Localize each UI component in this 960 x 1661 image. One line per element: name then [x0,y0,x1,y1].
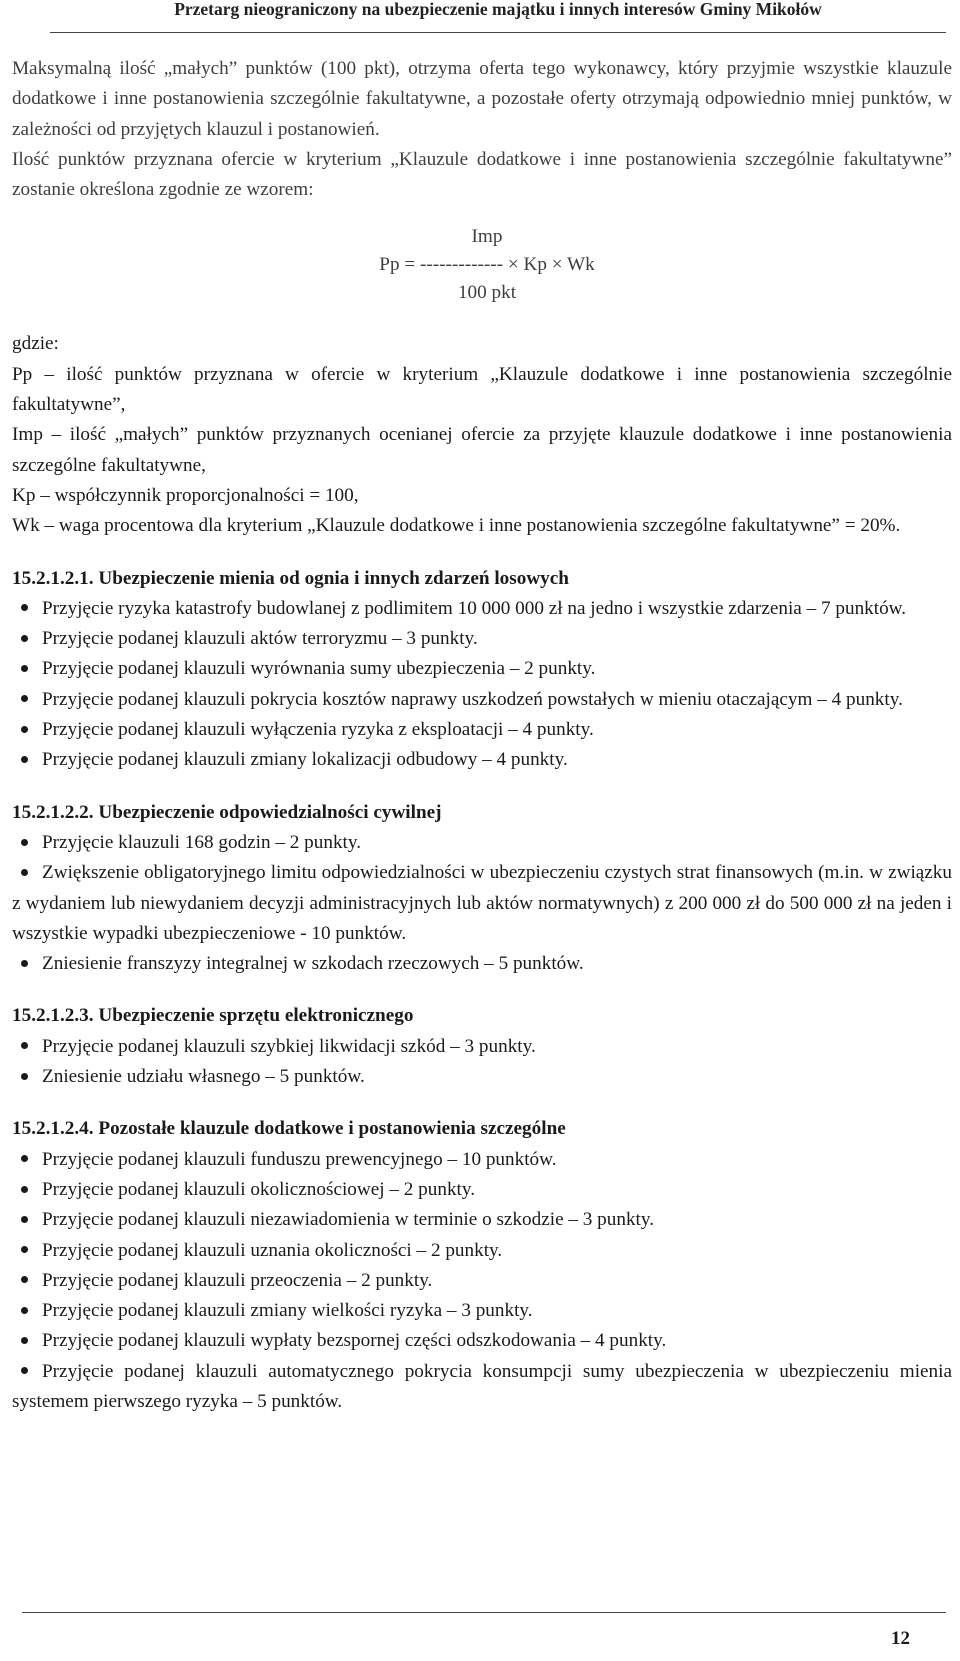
list-item-text: Przyjęcie podanej klauzuli niezawiadomienia w terminie o szkodzie – 3 punkty. [42,1209,655,1231]
section-oc [12,798,952,980]
list-item [12,858,952,949]
list-item-text: Przyjęcie podanej klauzuli wyłączenia ryzyka z eksploatacji – 4 punkty. [42,719,594,741]
list-item [12,1205,952,1235]
list-item [12,1062,952,1092]
bullet-icon [21,869,28,876]
section-items [12,594,952,776]
intro-paragraph-2: Ilość punktów przyznana ofercie w kryterium „Klauzule dodatkowe i inne postanowienia szczególnie fakultatywne” zostanie określona zgodnie ze wzorem: [12,148,952,201]
list-item-text: Przyjęcie podanej klauzuli okolicznościowej – 2 punkty. [42,1178,476,1200]
list-item-text: Przyjęcie podanej klauzuli szybkiej likwidacji szkód – 3 punkty. [42,1035,536,1057]
list-item-text: Przyjęcie ryzyka katastrofy budowlanej z podlimitem 10 000 000 zł na jedno i wszystkie zdarzenia – 7 punktów. [42,597,907,619]
list-item [12,1357,952,1418]
section-pozostale [12,1114,952,1417]
section-title: 15.2.1.2.2. Ubezpieczenie odpowiedzialności cywilnej [12,801,442,823]
header-title: Przetarg nieograniczony na ubezpieczenie majątku i innych interesów Gminy Mikołów [174,0,822,19]
bullet-icon [21,665,28,672]
list-item-text: Przyjęcie podanej klauzuli wyrównania sumy ubezpieczenia – 2 punkty. [42,658,596,680]
section-title: 15.2.1.2.3. Ubezpieczenie sprzętu elektronicznego [12,1005,414,1027]
list-item-text: Przyjęcie podanej klauzuli przeoczenia – 2 punkty. [42,1269,433,1291]
list-item [12,1032,952,1062]
definitions [12,329,952,541]
list-item [12,1326,952,1356]
list-item [12,654,952,684]
page-number: 12 [891,1628,910,1649]
bullet-icon [21,695,28,702]
bullet-icon [21,1246,28,1253]
list-item-text: Zniesienie franszyzy integralnej w szkodach rzeczowych – 5 punktów. [42,953,584,975]
section-items [12,828,952,979]
formula-main: Pp = ------------- × Kp × Wk [379,254,595,276]
list-item [12,828,952,858]
list-item-text: Przyjęcie podanej klauzuli funduszu prewencyjnego – 10 punktów. [42,1148,557,1170]
list-item [12,624,952,654]
definition-item: Pp – ilość punktów przyznana w ofercie w kryterium „Klauzule dodatkowe i inne postanowienia szczególnie fakultatywne”, [12,363,952,416]
list-item [12,715,952,745]
list-item-text: Przyjęcie podanej klauzuli pokrycia kosztów naprawy uszkodzeń powstałych w mieniu otaczającym – 4 punkty. [42,688,903,710]
bullet-icon [21,1155,28,1162]
list-item-text: Przyjęcie podanej klauzuli zmiany wielkości ryzyka – 3 punkty. [42,1300,533,1322]
formula-numerator: Imp [471,226,503,248]
bullet-icon [21,960,28,967]
bullet-icon [21,1367,28,1374]
section-title: 15.2.1.2.4. Pozostałe klauzule dodatkowe i postanowienia szczególne [12,1118,566,1140]
bullet-icon [21,1307,28,1314]
list-item [12,594,952,624]
list-item [12,745,952,775]
bullet-icon [21,1337,28,1344]
list-item-text: Zniesienie udziału własnego – 5 punktów. [42,1066,365,1088]
bullet-icon [21,726,28,733]
list-item-text: Przyjęcie podanej klauzuli uznania okoliczności – 2 punkty. [42,1239,503,1261]
definition-item: Wk – waga procentowa dla kryterium „Klauzule dodatkowe i inne postanowienia szczególne fakultatywne” = 20%. [12,515,901,537]
list-item [12,1236,952,1266]
list-item [12,1296,952,1326]
bullet-icon [21,1186,28,1193]
list-item-text: Przyjęcie podanej klauzuli automatycznego pokrycia konsumpcji sumy ubezpieczenia w ubezpieczeniu mienia systemem pierwszego ryzyka – 5 punktów. [12,1360,952,1412]
section-title: 15.2.1.2.1. Ubezpieczenie mienia od ognia i innych zdarzeń losowych [12,567,569,589]
formula-denominator: 100 pkt [457,282,517,304]
list-item [12,1266,952,1296]
section-elektronika [12,1001,952,1092]
bullet-icon [21,1216,28,1223]
definition-item: Kp – współczynnik proporcjonalności = 100, [12,484,359,506]
bullet-icon [21,839,28,846]
definition-item: Imp – ilość „małych” punktów przyznanych ocenianej ofercie za przyjęte klauzule dodatkowe i inne postanowienia szczególne fakultatywne, [12,424,952,476]
list-item-text: Przyjęcie klauzuli 168 godzin – 2 punkty. [42,831,362,853]
list-item [12,949,952,979]
bullet-icon [21,604,28,611]
list-item [12,1145,952,1175]
bullet-icon [21,635,28,642]
list-item-text: Zwiększenie obligatoryjnego limitu odpowiedzialności w ubezpieczeniu czystych strat finansowych (m.in. w związku z wydaniem lub niewydaniem decyzji administracyjnych lub aktów normatywnych) z 200 000 zł do 500 000 zł na jeden i wszystkie wypadki ubezpieczeniowe - 10 punktów. [12,862,952,944]
section-items [12,1145,952,1418]
intro-paragraph-1: Maksymalną ilość „małych” punktów (100 pkt), otrzyma oferta tego wykonawcy, który przyjmie wszystkie klauzule dodatkowe i inne postanowienia szczególnie fakultatywne, a pozostałe oferty otrzymają odpowiednio mniej punktów, w zależności od przyjętych klauzul i postanowień. [12,58,952,140]
list-item-text: Przyjęcie podanej klauzuli aktów terroryzmu – 3 punkty. [42,628,478,650]
list-item-text: Przyjęcie podanej klauzuli zmiany lokalizacji odbudowy – 4 punkty. [42,749,568,771]
page-header [50,0,946,33]
list-item [12,685,952,715]
document-body [12,54,952,1417]
list-item-text: Przyjęcie podanej klauzuli wypłaty bezspornej części odszkodowania – 4 punkty. [42,1330,667,1352]
list-item [12,1175,952,1205]
scoring-formula [12,223,952,307]
footer-divider [22,1612,946,1613]
section-mienie [12,564,952,776]
bullet-icon [21,1042,28,1049]
bullet-icon [21,756,28,763]
bullet-icon [21,1073,28,1080]
bullet-icon [21,1276,28,1283]
definitions-label: gdzie: [12,333,59,355]
section-items [12,1032,952,1093]
